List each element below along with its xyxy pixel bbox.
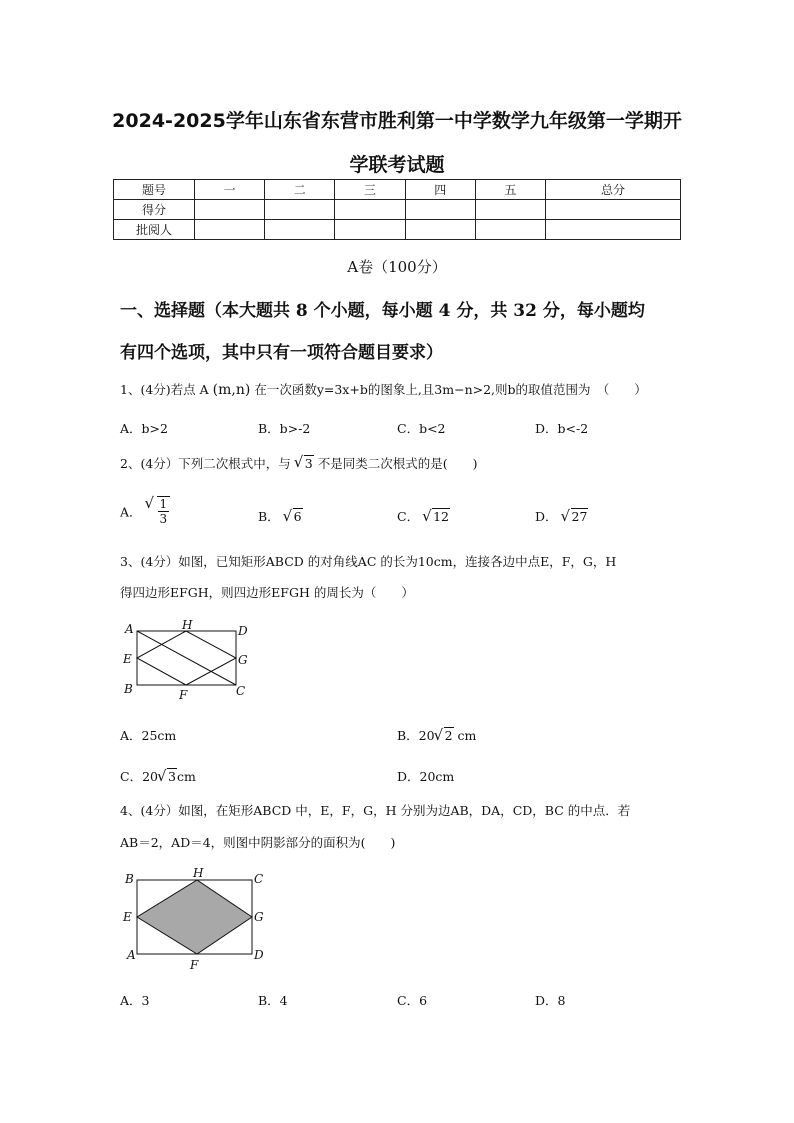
score-input-cell[interactable]: [546, 220, 681, 240]
shaded-rhombus: [137, 880, 252, 954]
question-2-option-b[interactable]: B． √ 6: [258, 507, 303, 525]
question-1-suffix: 在一次函数y=3x+b的图象上,且3m−n>2,则b的取值范围为 （ ）: [254, 382, 647, 397]
question-3-line2: 得四边形EFGH，则四边形EFGH 的周长为（ ）: [120, 585, 414, 600]
label-h: H: [182, 618, 193, 632]
question-1-option-d[interactable]: D．b<-2: [535, 421, 589, 436]
table-cell: 题号: [114, 180, 195, 200]
section-1-title: 一、选择题（本大题共 8 个小题，每小题 4 分，共 32 分，每小题均: [120, 301, 645, 321]
diagonal-ac: [137, 631, 236, 685]
label-d: D: [254, 948, 264, 962]
label-g: G: [254, 910, 264, 924]
label-a: A: [125, 622, 134, 636]
score-input-cell[interactable]: [546, 200, 681, 220]
question-3-option-d[interactable]: D．20cm: [397, 769, 455, 784]
label-f: F: [190, 958, 199, 972]
question-2: [120, 455, 690, 473]
score-table-row: [114, 220, 681, 240]
question-3-option-a[interactable]: A．25cm: [120, 728, 177, 743]
label-f: F: [179, 688, 188, 701]
question-4-option-b[interactable]: B．4: [258, 993, 288, 1008]
score-table-header-row: [114, 180, 681, 200]
question-3-line1: 3、(4分）如图，已知矩形ABCD 的对角线AC 的长为10cm，连接各边中点E，F，G，H: [120, 554, 617, 569]
fraction: √ $\frac{1}{3}$: [159, 497, 168, 526]
table-cell: 三: [335, 180, 405, 200]
question-1-prefix: 1、(4分)若点 A: [120, 382, 209, 397]
label-a: A: [127, 948, 136, 962]
score-input-cell[interactable]: [195, 220, 265, 240]
question-2-option-c[interactable]: C． √ 12: [397, 507, 450, 525]
score-input-cell[interactable]: [405, 220, 475, 240]
question-3-figure: [118, 617, 258, 701]
score-input-cell[interactable]: [265, 200, 335, 220]
question-2-sqrt: √ 3: [295, 455, 314, 473]
question-2-suffix: 不是同类二次根式的是( ): [317, 456, 478, 471]
question-3-option-b[interactable]: B．20√ 2 cm: [397, 726, 476, 744]
label-b: B: [124, 682, 133, 696]
question-1: [120, 381, 690, 399]
label-d: D: [238, 624, 248, 638]
score-input-cell[interactable]: [475, 220, 545, 240]
label-c: C: [236, 684, 246, 698]
table-cell: 二: [265, 180, 335, 200]
question-3-option-c[interactable]: C．20√ 3cm: [120, 767, 196, 785]
label-g: G: [238, 653, 248, 667]
question-2-option-d[interactable]: D． √ 27: [535, 507, 588, 525]
question-1-option-b[interactable]: B．b>-2: [258, 421, 311, 436]
option-letter: A．: [120, 504, 142, 520]
label-b: B: [125, 872, 134, 886]
score-input-cell[interactable]: [405, 200, 475, 220]
score-input-cell[interactable]: [335, 220, 405, 240]
question-1-point: (m,n): [212, 382, 251, 398]
score-input-cell[interactable]: [475, 200, 545, 220]
section-a-heading: A卷（100分）: [347, 258, 447, 276]
question-1-option-a[interactable]: A．b>2: [120, 421, 168, 436]
question-4-figure: [118, 863, 273, 973]
sqrt-fraction: [146, 496, 171, 526]
score-table: [113, 179, 681, 240]
question-1-option-c[interactable]: C．b<2: [397, 421, 446, 436]
question-4-line2: AB＝2，AD＝4，则图中阴影部分的面积为( ): [120, 835, 396, 850]
table-cell: 得分: [114, 200, 195, 220]
page-title-line2: 学联考试题: [349, 154, 445, 176]
score-input-cell[interactable]: [335, 200, 405, 220]
label-h: H: [193, 866, 204, 880]
label-e: E: [123, 652, 132, 666]
table-cell: 五: [475, 180, 545, 200]
score-input-cell[interactable]: [195, 200, 265, 220]
question-4-option-c[interactable]: C．6: [397, 993, 428, 1008]
table-cell: 一: [195, 180, 265, 200]
table-cell: 总分: [546, 180, 681, 200]
question-2-prefix: 2、(4分）下列二次根式中，与: [120, 456, 291, 471]
section-1-title-line2: 有四个选项，其中只有一项符合题目要求）: [120, 343, 443, 363]
label-c: C: [254, 872, 264, 886]
label-e: E: [123, 910, 132, 924]
score-input-cell[interactable]: [265, 220, 335, 240]
page-title: 2024-2025学年山东省东营市胜利第一中学数学九年级第一学期开: [112, 110, 682, 132]
question-2-option-a[interactable]: [120, 496, 170, 526]
score-table-row: [114, 200, 681, 220]
question-4-option-d[interactable]: D．8: [535, 993, 566, 1008]
question-4-option-a[interactable]: A．3: [120, 993, 150, 1008]
table-cell: 四: [405, 180, 475, 200]
question-4-line1: 4、(4分）如图，在矩形ABCD 中，E，F，G，H 分别为边AB，DA，CD，BC 的中点．若: [120, 803, 631, 818]
table-cell: 批阅人: [114, 220, 195, 240]
